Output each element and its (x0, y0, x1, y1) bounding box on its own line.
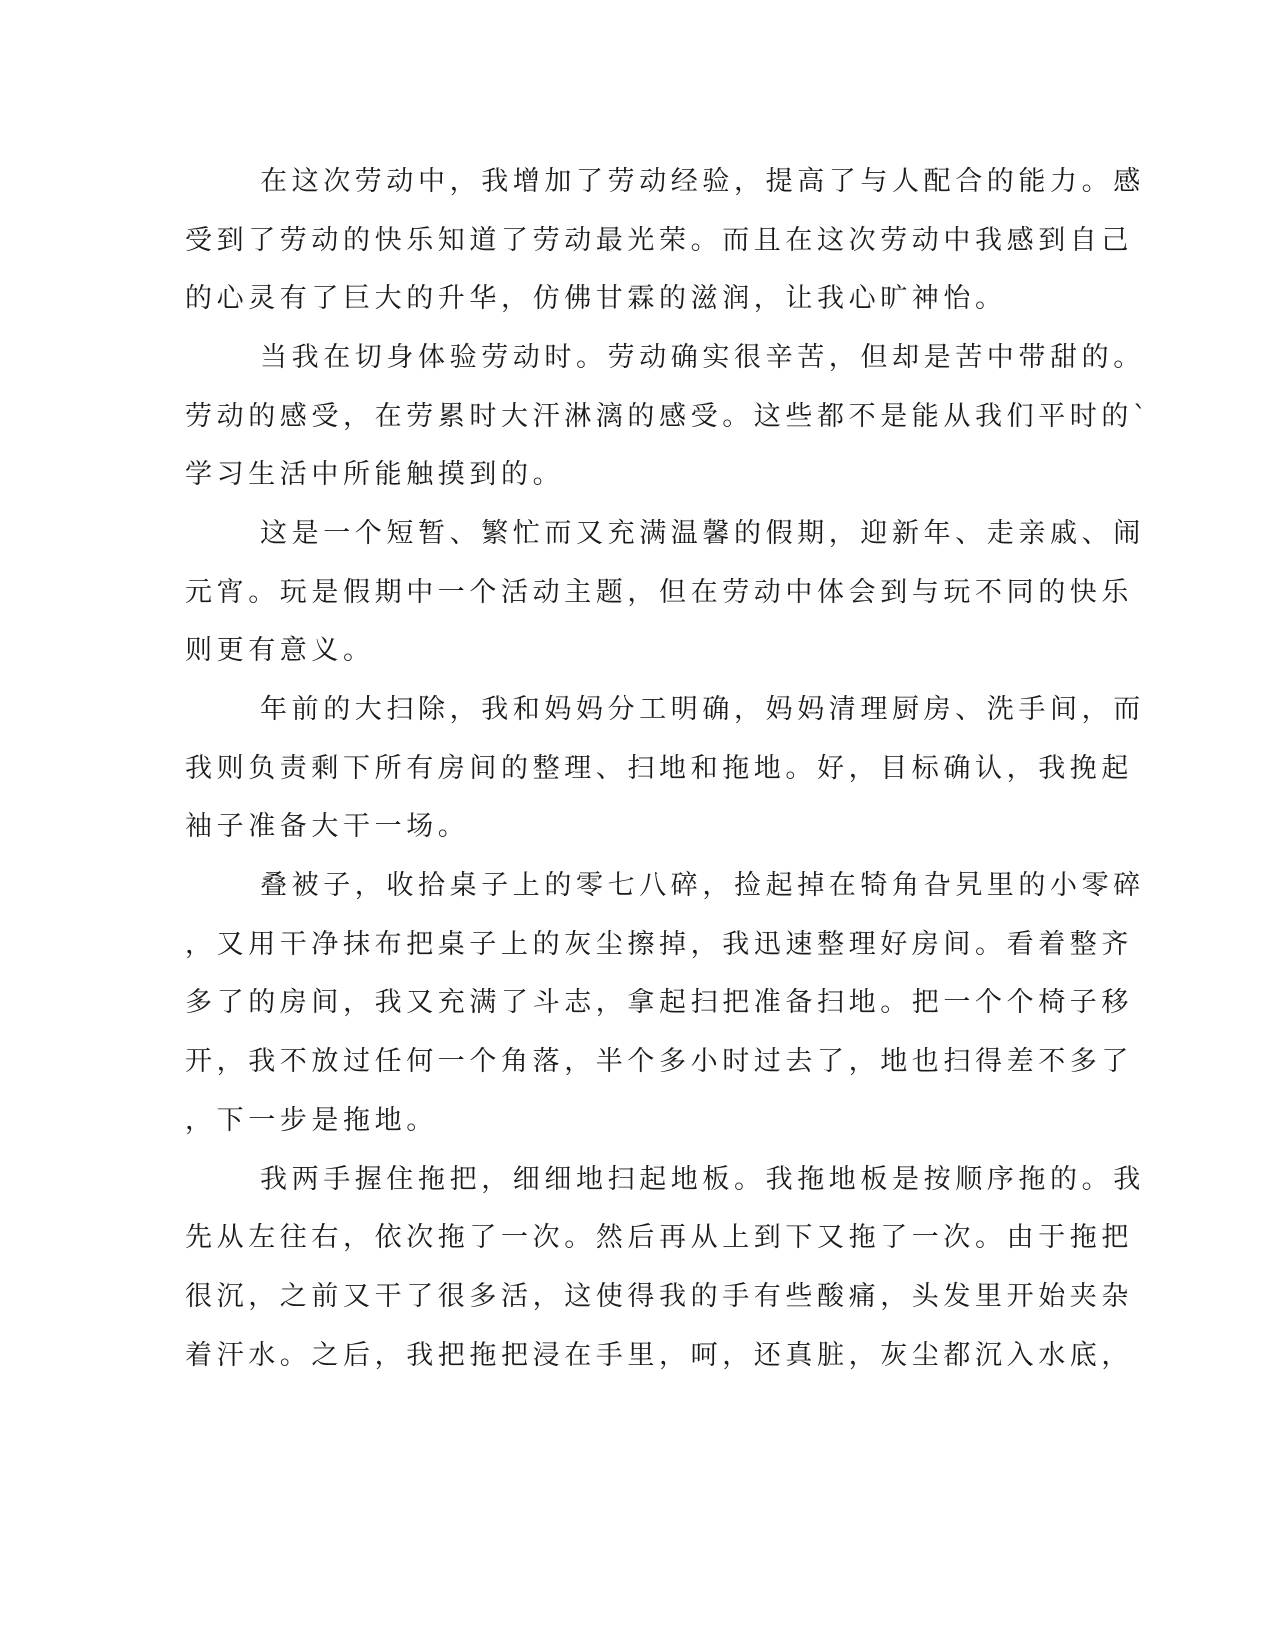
text-line: 这是一个短暂、繁忙而又充满温馨的假期，迎新年、走亲戚、闹 (260, 518, 1145, 549)
text-line: 则更有意义。 (185, 635, 375, 666)
text-line: 很沉，之前又干了很多活，这使得我的手有些酸痛，头发里开始夹杂 (185, 1281, 1133, 1312)
text-line: 先从左往右，依次拖了一次。然后再从上到下又拖了一次。由于拖把 (185, 1222, 1133, 1253)
text-line: 多了的房间，我又充满了斗志，拿起扫把准备扫地。把一个个椅子移 (185, 987, 1133, 1018)
text-line: 学习生活中所能触摸到的。 (185, 459, 565, 490)
text-line: 叠被子，收拾桌子上的零七八碎，捡起掉在犄角旮旯里的小零碎 (260, 870, 1145, 901)
text-line: ，又用干净抹布把桌子上的灰尘擦掉，我迅速整理好房间。看着整齐 (185, 929, 1133, 960)
text-line: 我则负责剩下所有房间的整理、扫地和拖地。好，目标确认，我挽起 (185, 753, 1133, 784)
text-line: 年前的大扫除，我和妈妈分工明确，妈妈清理厨房、洗手间，而 (260, 694, 1145, 725)
text-line: ，下一步是拖地。 (185, 1105, 438, 1136)
text-line: 在这次劳动中，我增加了劳动经验，提高了与人配合的能力。感 (260, 166, 1145, 197)
text-line: 袖子准备大干一场。 (185, 811, 470, 842)
text-line: 元宵。玩是假期中一个活动主题，但在劳动中体会到与玩不同的快乐 (185, 577, 1133, 608)
text-line: 着汗水。之后，我把拖把浸在手里，呵，还真脏，灰尘都沉入水底， (185, 1340, 1133, 1371)
text-line: 我两手握住拖把，细细地扫起地板。我拖地板是按顺序拖的。我 (260, 1164, 1145, 1195)
text-line: 劳动的感受，在劳累时大汗淋漓的感受。这些都不是能从我们平时的` (185, 401, 1152, 432)
text-line: 受到了劳动的快乐知道了劳动最光荣。而且在这次劳动中我感到自己 (185, 225, 1133, 256)
text-line: 的心灵有了巨大的升华，仿佛甘霖的滋润，让我心旷神怡。 (185, 283, 1007, 314)
text-line: 当我在切身体验劳动时。劳动确实很辛苦，但却是苦中带甜的。 (260, 342, 1145, 373)
text-line: 开，我不放过任何一个角落，半个多小时过去了，地也扫得差不多了 (185, 1046, 1133, 1077)
